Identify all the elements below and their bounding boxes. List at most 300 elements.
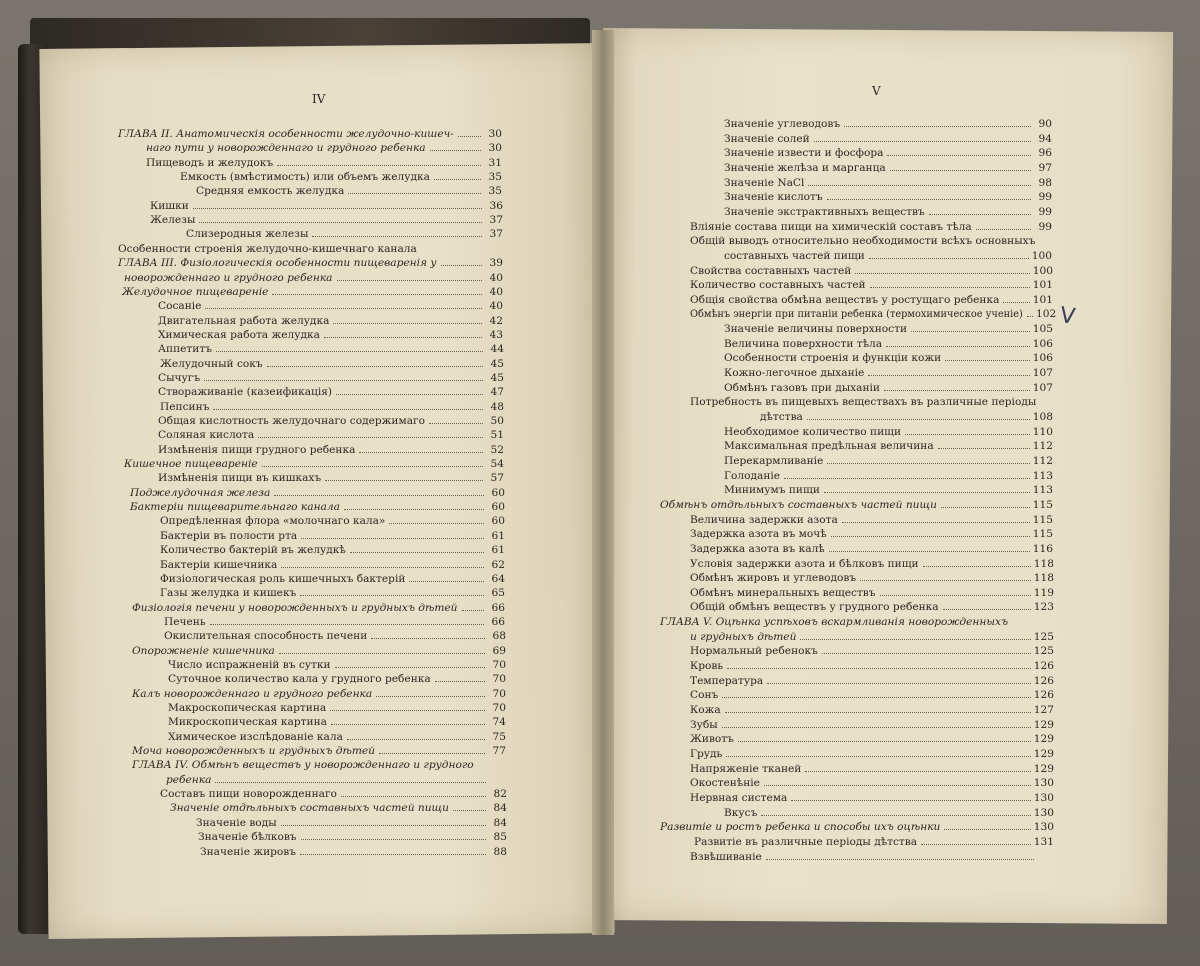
- toc-entry: [158, 472, 504, 484]
- toc-entry-page: 88: [493, 845, 507, 858]
- toc-entry-page: 51: [490, 429, 504, 442]
- toc-dot-leader: [347, 739, 485, 740]
- toc-dot-leader: [215, 782, 486, 783]
- toc-dot-leader: [205, 308, 482, 309]
- toc-entry-title: Условія задержки азота и бѣлковъ пищи: [690, 557, 919, 570]
- toc-dot-leader: [929, 214, 1031, 215]
- toc-entry: [724, 206, 1052, 218]
- toc-entry-page: 115: [1032, 498, 1053, 511]
- toc-entry: [690, 719, 1054, 731]
- toc-entry-page: 115: [1032, 528, 1053, 541]
- toc-entry: [186, 228, 503, 240]
- toc-entry-title: Минимумъ пищи: [724, 484, 820, 497]
- toc-entry: [124, 272, 503, 284]
- toc-entry: [690, 558, 1054, 570]
- toc-entry: [690, 792, 1054, 804]
- toc-dot-leader: [213, 409, 483, 410]
- toc-entry-page: 85: [493, 831, 507, 844]
- toc-dot-leader: [827, 463, 1029, 464]
- toc-dot-leader: [258, 437, 483, 438]
- toc-dot-leader: [281, 825, 486, 826]
- toc-entry-page: 127: [1033, 704, 1054, 716]
- toc-entry: [196, 185, 502, 197]
- toc-entry-title: Значеніе солей: [724, 132, 810, 145]
- toc-entry: [160, 530, 505, 542]
- toc-dot-leader: [727, 668, 1031, 669]
- toc-entry-title: Животъ: [690, 733, 734, 746]
- toc-entry-title: Температура: [690, 674, 764, 687]
- toc-entry-title: Двигательная работа желудка: [158, 314, 330, 327]
- toc-entry-title: Сонъ: [690, 689, 719, 702]
- toc-dot-leader: [458, 136, 481, 137]
- toc-dot-leader: [435, 681, 485, 682]
- toc-entry: [724, 118, 1052, 130]
- toc-entry: [130, 487, 505, 499]
- toc-entry-title: Измѣненія пищи въ кишкахъ: [158, 472, 322, 485]
- toc-entry-title: Микроскопическая картина: [168, 716, 327, 729]
- toc-entry-page: 129: [1033, 762, 1054, 775]
- toc-entry: [724, 250, 1052, 262]
- toc-entry: [690, 689, 1054, 701]
- toc-entry-page: 99: [1038, 191, 1052, 204]
- toc-entry-title: Кишечное пищевареніе: [124, 458, 258, 471]
- toc-dot-leader: [944, 829, 1030, 830]
- toc-entry: [180, 171, 502, 183]
- toc-entry-page: 35: [488, 185, 502, 198]
- toc-entry-title: Обмѣнъ минеральныхъ веществъ: [690, 586, 876, 599]
- toc-dot-leader: [279, 653, 485, 654]
- toc-entry-title: Голоданіе: [724, 469, 781, 482]
- toc-dot-leader: [870, 287, 1030, 288]
- toc-entry-page: 47: [490, 386, 504, 399]
- toc-entry-page: 65: [491, 587, 505, 600]
- toc-dot-leader: [210, 624, 484, 625]
- toc-dot-leader: [453, 810, 486, 811]
- toc-dot-leader: [938, 448, 1030, 449]
- toc-entry: [146, 142, 502, 154]
- toc-dot-leader: [204, 380, 483, 381]
- toc-entry-page: 61: [491, 544, 505, 557]
- toc-entry-page: 112: [1032, 454, 1053, 467]
- toc-entry-title: Опредѣленная флора «молочнаго кала»: [160, 515, 386, 528]
- toc-entry-title: Химическое изслѣдованіе кала: [168, 730, 343, 743]
- toc-dot-leader: [430, 150, 481, 151]
- toc-entry-page: 70: [492, 673, 506, 686]
- toc-entry-page: 45: [490, 357, 504, 370]
- toc-entry: [200, 846, 507, 858]
- toc-entry-title: Обмѣнъ отдѣльныхъ составныхъ частей пищи: [660, 498, 937, 511]
- toc-entry: [760, 411, 1053, 423]
- toc-entry-title: Желудочное пищевареніе: [122, 285, 269, 298]
- toc-entry-title: Обмѣнъ жировъ и углеводовъ: [690, 572, 857, 585]
- toc-entry-page: 110: [1032, 425, 1053, 438]
- toc-entry-title: ГЛАВА III. Физіологическія особенности пищеваренія у: [118, 257, 437, 270]
- toc-dot-leader: [389, 523, 484, 524]
- toc-entry-title: Количество бактерій въ желудкѣ: [160, 544, 346, 557]
- toc-dot-leader: [333, 323, 482, 324]
- toc-entry: [724, 484, 1053, 496]
- toc-entry-page: 60: [491, 486, 505, 499]
- toc-entry-page: 130: [1033, 821, 1054, 834]
- toc-dot-leader: [791, 800, 1030, 801]
- toc-entry: [158, 343, 504, 355]
- toc-dot-leader: [300, 854, 486, 855]
- toc-dot-leader: [766, 859, 1034, 860]
- toc-entry-page: 44: [490, 343, 504, 356]
- toc-entry-title: Грудь: [690, 747, 723, 760]
- toc-entry-page: 60: [491, 515, 505, 528]
- toc-entry-page: 130: [1033, 791, 1054, 804]
- toc-entry-page: 48: [490, 400, 504, 413]
- toc-entry-page: 70: [492, 702, 506, 714]
- toc-entry: [724, 352, 1053, 364]
- toc-dot-leader: [887, 155, 1031, 156]
- toc-dot-leader: [807, 419, 1030, 420]
- toc-entry: [724, 382, 1053, 394]
- toc-entry-page: 102: [1036, 308, 1057, 321]
- toc-entry: [724, 338, 1053, 350]
- toc-dot-leader: [330, 710, 485, 711]
- toc-entry-page: 30: [488, 142, 502, 155]
- toc-entry-title: Значеніе воды: [196, 816, 277, 829]
- toc-entry: [690, 572, 1054, 584]
- toc-entry-title: Калъ новорожденнаго и грудного ребенка: [132, 687, 373, 700]
- toc-entry-title: Кожа: [690, 704, 721, 716]
- toc-entry: [166, 774, 507, 786]
- toc-entry: [690, 308, 1057, 321]
- toc-entry-title: Окислительная способность печени: [164, 630, 368, 643]
- toc-entry-title: Физіологія печени у новорожденныхъ и грудныхъ дѣтей: [132, 601, 458, 614]
- toc-entry: [660, 821, 1054, 833]
- toc-entry-page: 40: [489, 271, 503, 284]
- toc-entry-title: Значеніе кислотъ: [724, 191, 823, 204]
- toc-entry: [122, 286, 503, 298]
- toc-dot-leader: [784, 478, 1030, 479]
- toc-entry-title: Пепсинъ: [160, 400, 210, 413]
- toc-entry: [690, 265, 1053, 277]
- toc-entry: [158, 329, 503, 341]
- toc-entry-title: Сосаніе: [158, 300, 202, 313]
- toc-entry-title: Опорожненіе кишечника: [132, 644, 275, 657]
- toc-entry-title: Бактеріи въ полости рта: [160, 529, 298, 542]
- toc-entry-page: 50: [490, 415, 504, 427]
- toc-entry: [158, 300, 503, 312]
- toc-entry-title: новорожденнаго и грудного ребенка: [124, 271, 333, 284]
- toc-dot-leader: [976, 229, 1031, 230]
- toc-dot-leader: [761, 815, 1030, 816]
- toc-entry-title: Задержка азота въ калѣ: [690, 542, 825, 555]
- toc-entry: [150, 214, 503, 226]
- toc-entry-page: 40: [489, 300, 503, 313]
- toc-entry: [158, 315, 503, 327]
- toc-entry-title: Значеніе желѣза и марганца: [724, 161, 886, 174]
- toc-dot-leader: [884, 390, 1030, 391]
- toc-entry: [196, 817, 507, 829]
- toc-dot-leader: [880, 595, 1031, 596]
- toc-entry-page: 106: [1032, 337, 1053, 350]
- toc-entry: [690, 587, 1054, 599]
- toc-dot-leader: [359, 452, 483, 453]
- toc-entry-title: Средняя емкость желудка: [196, 185, 345, 198]
- toc-dot-leader: [767, 683, 1031, 684]
- toc-entry-title: Кожно-легочное дыханіе: [724, 367, 865, 380]
- toc-entry: [158, 429, 504, 441]
- toc-entry: [660, 499, 1053, 511]
- book-gutter: [592, 30, 614, 935]
- toc-entry-page: 36: [489, 199, 503, 212]
- toc-entry-title: Пищеводъ и желудокъ: [146, 156, 274, 169]
- toc-entry: [160, 559, 505, 571]
- toc-entry-title: наго пути у новорожденнаго и грудного ребенка: [146, 142, 426, 155]
- toc-entry: [164, 630, 506, 642]
- toc-entry-page: 100: [1031, 249, 1052, 262]
- toc-dot-leader: [216, 351, 483, 352]
- toc-entry: [132, 602, 505, 614]
- toc-entry: [690, 675, 1054, 687]
- toc-dot-leader: [300, 595, 484, 596]
- toc-entry-page: 31: [488, 156, 502, 169]
- toc-entry-title: ГЛАВА V. Оцѣнка успѣховъ вскармливанія новорожденныхъ: [660, 616, 1008, 629]
- toc-entry-title: Общія свойства обмѣна веществъ у ростущаго ребенка: [690, 293, 1000, 306]
- toc-dot-leader: [725, 712, 1031, 713]
- toc-entry-title: Значеніе экстрактивныхъ веществъ: [724, 205, 925, 218]
- toc-entry: [132, 645, 506, 657]
- toc-entry: [724, 177, 1052, 189]
- toc-entry-title: Значеніе величины поверхности: [724, 323, 908, 336]
- toc-entry-page: 125: [1033, 630, 1054, 643]
- toc-entry-page: 101: [1032, 293, 1053, 306]
- toc-entry-page: 74: [492, 716, 506, 729]
- toc-entry-page: 70: [492, 687, 506, 700]
- toc-entry-page: 64: [491, 572, 505, 585]
- toc-entry-page: 118: [1033, 557, 1054, 570]
- toc-entry: [132, 688, 506, 700]
- toc-entry: [724, 367, 1053, 379]
- toc-entry-page: 35: [488, 171, 502, 184]
- toc-entry-title: Суточное количество кала у грудного ребенка: [168, 673, 431, 686]
- toc-dot-leader: [869, 258, 1029, 259]
- toc-entry: [724, 147, 1052, 159]
- toc-entry-page: 101: [1032, 279, 1053, 292]
- toc-dot-leader: [800, 639, 1030, 640]
- toc-entry-title: Величина поверхности тѣла: [724, 337, 883, 350]
- toc-entry-page: 129: [1033, 747, 1054, 760]
- toc-entry-title: Значеніе углеводовъ: [724, 118, 841, 130]
- toc-entry: [690, 645, 1054, 657]
- toc-entry: [724, 323, 1053, 335]
- toc-dot-leader: [831, 536, 1030, 537]
- toc-dot-leader: [301, 538, 484, 539]
- toc-dot-leader: [844, 126, 1031, 127]
- toc-entry-title: Моча новорожденныхъ и грудныхъ дѣтей: [132, 745, 375, 758]
- toc-entry-title: Кровь: [690, 660, 724, 673]
- toc-dot-leader: [726, 756, 1030, 757]
- toc-entry-title: Взвѣшиваніе: [690, 850, 762, 863]
- toc-entry: [164, 616, 505, 628]
- toc-dot-leader: [868, 375, 1029, 376]
- toc-entry: [158, 415, 504, 427]
- toc-entry: [690, 543, 1053, 555]
- toc-entry-title: Необходимое количество пищи: [724, 425, 902, 438]
- toc-dot-leader: [409, 581, 484, 582]
- toc-dot-leader: [429, 423, 483, 424]
- toc-entry-page: 96: [1038, 147, 1052, 160]
- toc-entry-title: ГЛАВА II. Анатомическія особенности желудочно-кишеч-: [118, 128, 454, 140]
- toc-entry-title: Макроскопическая картина: [168, 702, 327, 714]
- toc-entry-title: Емкость (вмѣстимость) или объемъ желудка: [180, 171, 430, 184]
- toc-entry-title: Составъ пищи новорожденнаго: [160, 788, 337, 801]
- toc-dot-leader: [814, 141, 1031, 142]
- toc-entry-page: 77: [492, 745, 506, 758]
- toc-entry-title: Значеніе NaCl: [724, 176, 805, 189]
- toc-entry-title: Задержка азота въ мочѣ: [690, 528, 827, 541]
- toc-entry-page: 69: [492, 644, 506, 657]
- toc-entry-title: Особенности строенія и функціи кожи: [724, 352, 942, 365]
- toc-dot-leader: [267, 366, 483, 367]
- toc-entry-page: 105: [1032, 323, 1053, 336]
- toc-entry: [168, 731, 506, 743]
- toc-dot-leader: [281, 567, 484, 568]
- toc-entry-title: Сычугъ: [158, 371, 201, 384]
- toc-entry-page: 116: [1032, 542, 1053, 555]
- toc-entry-title: Общій обмѣнъ веществъ у грудного ребенка: [690, 601, 939, 614]
- toc-entry-page: 37: [489, 214, 503, 227]
- left-page-number: IV: [312, 92, 326, 106]
- toc-entry: [690, 733, 1054, 745]
- toc-entry-title: Физіологическая роль кишечныхъ бактерій: [160, 572, 406, 585]
- toc-entry-title: Зубы: [690, 718, 718, 731]
- toc-entry-title: Развитіе въ различные періоды дѣтства: [694, 835, 918, 848]
- toc-dot-leader: [371, 638, 485, 639]
- toc-entry: [150, 200, 503, 212]
- toc-entry-title: Нервная система: [690, 791, 788, 804]
- toc-entry-page: 115: [1032, 513, 1053, 526]
- toc-dot-leader: [274, 495, 484, 496]
- toc-entry: [690, 279, 1053, 291]
- toc-entry-page: 129: [1033, 718, 1054, 731]
- toc-dot-leader: [808, 185, 1031, 186]
- toc-entry-page: 113: [1032, 484, 1053, 497]
- toc-entry-page: 129: [1033, 733, 1054, 746]
- toc-dot-leader: [379, 753, 485, 754]
- toc-entry-title: Максимальная предѣльная величина: [724, 440, 934, 453]
- toc-entry: [198, 831, 507, 843]
- toc-entry-title: Печень: [164, 615, 206, 628]
- toc-entry: [158, 372, 504, 384]
- toc-entry: [724, 162, 1052, 174]
- toc-entry: [118, 257, 503, 269]
- toc-entry-title: Бактеріи кишечника: [160, 558, 278, 571]
- toc-entry-title: Химическая работа желудка: [158, 328, 320, 341]
- toc-entry: [118, 128, 502, 140]
- toc-entry-title: Обмѣнъ газовъ при дыханіи: [724, 381, 880, 394]
- toc-entry-page: 123: [1033, 601, 1054, 614]
- toc-entry: [160, 544, 505, 556]
- toc-entry-page: 54: [490, 458, 504, 471]
- toc-entry-title: Значеніе бѣлковъ: [198, 831, 297, 844]
- toc-dot-leader: [943, 609, 1031, 610]
- toc-entry-page: 130: [1033, 777, 1054, 790]
- toc-entry-page: 39: [489, 257, 503, 270]
- right-page-number: V: [872, 84, 881, 98]
- toc-entry-title: Вкусъ: [724, 806, 758, 819]
- toc-entry-page: 113: [1032, 469, 1053, 482]
- toc-entry-title: Вліяніе состава пищи на химическій составъ тѣла: [690, 220, 972, 233]
- toc-entry-page: 52: [490, 443, 504, 456]
- toc-dot-leader: [860, 580, 1031, 581]
- toc-entry-title: Потребность въ пищевыхъ веществахъ въ различные періоды: [690, 396, 1037, 409]
- toc-entry: [690, 601, 1054, 613]
- toc-entry-page: 42: [489, 314, 503, 327]
- toc-entry: [690, 396, 1053, 408]
- toc-entry: [724, 470, 1053, 482]
- toc-dot-leader: [344, 509, 484, 510]
- toc-entry-page: 125: [1033, 645, 1054, 658]
- toc-entry-title: и грудныхъ дѣтей: [690, 630, 797, 643]
- toc-dot-leader: [824, 492, 1030, 493]
- toc-dot-leader: [722, 727, 1031, 728]
- toc-dot-leader: [336, 394, 483, 395]
- toc-dot-leader: [829, 551, 1030, 552]
- toc-dot-leader: [911, 331, 1030, 332]
- toc-entry: [168, 702, 506, 714]
- toc-dot-leader: [262, 466, 483, 467]
- toc-entry: [724, 807, 1054, 819]
- toc-entry: [160, 358, 504, 370]
- toc-entry-title: Соляная кислота: [158, 429, 255, 442]
- toc-entry-page: 119: [1033, 586, 1054, 599]
- toc-entry-title: Развитіе и ростъ ребенка и способы ихъ оцѣнки: [660, 821, 941, 834]
- toc-entry-page: 60: [491, 501, 505, 514]
- toc-entry: [168, 673, 506, 685]
- toc-entry-page: 75: [492, 730, 506, 743]
- toc-entry-page: 97: [1038, 161, 1052, 174]
- toc-entry-page: 108: [1032, 411, 1053, 423]
- toc-dot-leader: [923, 566, 1031, 567]
- toc-entry: [160, 573, 505, 585]
- toc-entry: [724, 191, 1052, 203]
- toc-dot-leader: [331, 724, 485, 725]
- toc-dot-leader: [434, 179, 481, 180]
- toc-entry-page: 84: [493, 816, 507, 829]
- toc-dot-leader: [277, 165, 481, 166]
- toc-dot-leader: [1003, 302, 1029, 303]
- toc-entry-title: Особенности строенія желудочно-кишечнаго канала: [118, 242, 417, 255]
- toc-entry-page: 100: [1032, 264, 1053, 277]
- toc-entry-title: Слизеродныя железы: [186, 228, 309, 241]
- toc-entry-page: 112: [1032, 440, 1053, 453]
- toc-entry-page: 68: [492, 630, 506, 643]
- toc-entry-page: 40: [489, 285, 503, 298]
- toc-entry: [168, 716, 506, 728]
- toc-dot-leader: [855, 273, 1029, 274]
- toc-entry: [158, 444, 504, 456]
- toc-dot-leader: [764, 785, 1031, 786]
- toc-entry: [724, 455, 1053, 467]
- toc-entry: [690, 294, 1053, 306]
- toc-entry-title: Значеніе жировъ: [200, 845, 297, 858]
- toc-dot-leader: [350, 552, 484, 553]
- toc-entry-page: 98: [1038, 176, 1052, 189]
- toc-entry-page: 82: [493, 788, 507, 801]
- toc-dot-leader: [376, 696, 485, 697]
- toc-entry-page: 107: [1032, 381, 1053, 394]
- toc-entry: [170, 802, 507, 814]
- toc-entry-page: 126: [1033, 660, 1054, 673]
- toc-entry-page: 126: [1033, 674, 1054, 687]
- toc-dot-leader: [738, 741, 1031, 742]
- toc-entry-page: 66: [491, 615, 505, 628]
